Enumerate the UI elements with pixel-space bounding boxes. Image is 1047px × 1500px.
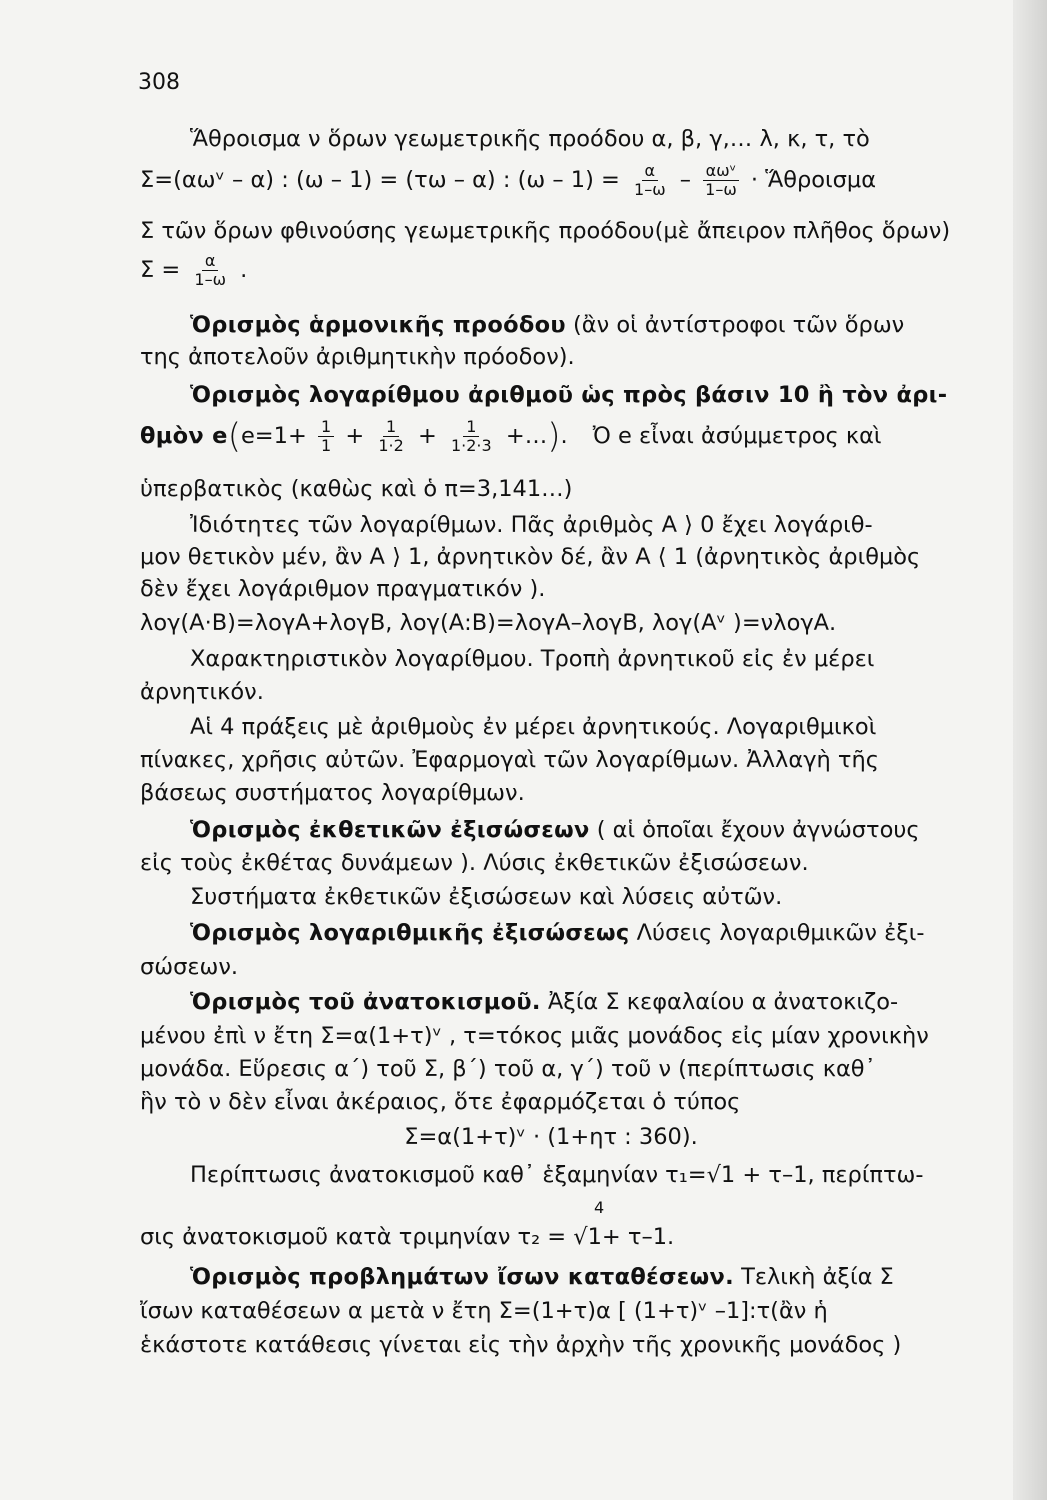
log-properties-line-2: μον θετικὸν μέν, ἂν Α ⟩ 1, ἀρνητικὸν δέ, ἂν Α ⟨ 1 (ἀρνητικὸς ἀριθμὸς <box>140 544 921 570</box>
log-properties-line-1: Ἰδιότητες τῶν λογαρίθμων. Πᾶς ἀριθμὸς Α ⟩ 0 ἔχει λογάριθ- <box>190 512 873 538</box>
period: . <box>240 257 248 283</box>
series-term-2 <box>375 418 406 455</box>
geometric-sum-line-2 <box>140 162 962 199</box>
exponential-definition-line-2: εἰς τοὺς ἐκθέτας δυνάμεων ). Λύσις ἐκθετικῶν ἐξισώσεων. <box>140 850 809 876</box>
logarithmic-equation-line-1 <box>140 918 962 948</box>
sigma-equals: Σ = <box>140 257 181 283</box>
fraction-denominator: 1·2·3 <box>450 436 492 455</box>
fraction-denominator: 1–ω <box>634 180 666 199</box>
operations-line-2: πίνακες, χρῆσις αὐτῶν. Ἐφαρμογαὶ τῶν λογαρίθμων. Ἀλλαγὴ τῆς <box>140 747 879 773</box>
compound-interest-formula: Σ=α(1+τ)ᵛ · (1+ητ : 360). <box>404 1124 698 1150</box>
characteristic-line-2: ἀρνητικόν. <box>140 679 264 705</box>
fraction-numerator: α <box>202 252 219 271</box>
deposits-definition-line-3: ἑκάστοτε κατάθεσις γίνεται εἰς τὴν ἀρχὴν τῆς χρονικῆς μονάδος ) <box>140 1332 902 1358</box>
exponential-systems-line: Συστήματα ἐκθετικῶν ἐξισώσεων καὶ λύσεις αὐτῶν. <box>190 884 783 910</box>
exponential-text: ( αἱ ὁποῖαι ἔχουν ἀγνώστους <box>596 817 920 843</box>
fraction-numerator: αωᵛ <box>703 162 740 181</box>
geometric-infinite-line: Σ τῶν ὅρων φθινούσης γεωμετρικῆς προόδου(μὲ ἄπειρον πλῆθος ὅρων) <box>140 218 951 244</box>
log-properties-line-3: δὲν ἔχει λογάριθμον πραγματικόν ). <box>140 576 546 602</box>
fourth-root-index: 4 <box>594 1198 605 1217</box>
series-ellipsis: +… <box>505 423 548 449</box>
harmonic-text: (ἂν οἱ ἀντίστροφοι τῶν ὅρων <box>573 312 905 338</box>
fraction-denominator: 1–ω <box>194 270 226 289</box>
deposits-heading: Ὁρισμὸς προβλημάτων ἴσων καταθέσεων. <box>190 1264 734 1290</box>
geometric-sum-line-1: Ἅθροισμα ν ὅρων γεωμετρικῆς προόδου α, β, γ,… λ, κ, τ, τὸ <box>190 126 870 152</box>
e-series-line: θμὸν e(e=1+ $\frac{1}{1}$ + $\frac{1}{1\cdot 2}$ + $\frac{1}{1\cdot 2\cdot 3}$ +…). Ὀ e εἶναι ἀσύμμετρος καὶ <box>140 416 882 457</box>
fraction-denominator: 1–ω <box>705 180 737 199</box>
geometric-infinite-formula <box>140 252 962 289</box>
close-paren: ) <box>547 416 561 457</box>
fraction-numerator: 1 <box>383 418 399 437</box>
series-term-1 <box>318 418 334 455</box>
semiannual-line: Περίπτωσις ἀνατοκισμοῦ καθ᾽ ἑξαμηνίαν τ₁=√1 + τ–1, περίπτω- <box>190 1162 924 1188</box>
e-series-start: e=1+ <box>240 423 307 449</box>
harmonic-heading: Ὁρισμὸς ἁρμονικῆς προόδου <box>190 312 566 338</box>
minus-sign: – <box>679 167 692 193</box>
page-edge-shadow <box>1013 0 1047 1500</box>
logarithmic-equation-line-2: σώσεων. <box>140 954 239 980</box>
fraction-aw-over-1-minus-w <box>702 162 740 199</box>
e-number-label: θμὸν e <box>140 423 228 449</box>
logarithm-definition-heading <box>140 380 962 410</box>
series-term-3 <box>448 418 495 455</box>
plus-sign: + <box>417 423 437 449</box>
logarithmic-equation-heading: Ὁρισμὸς λογαριθμικῆς ἐξισώσεως <box>190 920 630 946</box>
e-irrational-text: Ὀ e εἶναι ἀσύμμετρος καὶ <box>592 423 882 449</box>
geometric-formula-prefix: Σ=(αωᵛ – α) : (ω – 1) = (τω – α) : (ω – 1) = <box>140 167 620 193</box>
fraction-denominator: 1 <box>321 436 332 455</box>
log-rules-formula: λογ(Α·Β)=λογΑ+λογΒ, λογ(Α:Β)=λογΑ–λογΒ, λογ(Αᵛ )=νλογΑ. <box>140 610 837 636</box>
fraction-numerator: 1 <box>463 418 479 437</box>
quarterly-line: σις ἀνατοκισμοῦ κατὰ τριμηνίαν τ₂ = √1+ τ–1. <box>140 1224 675 1250</box>
page-number: 308 <box>138 70 180 95</box>
fraction-a-over-1-minus-w <box>191 252 229 289</box>
fraction-a-over-1-minus-w <box>631 162 669 199</box>
compound-interest-line-1 <box>140 987 962 1017</box>
compound-interest-line-3: μονάδα. Εὕρεσις α΄) τοῦ Σ, β΄) τοῦ α, γ΄) τοῦ ν (περίπτωσις καθ᾽ <box>140 1056 876 1082</box>
exponential-definition-line-1 <box>140 815 962 845</box>
compound-interest-line-4: ἣν τὸ ν δὲν εἶναι ἀκέραιος, ὅτε ἐφαρμόζεται ὁ τύπος <box>140 1089 741 1115</box>
compound-interest-line-2: μένου ἐπὶ ν ἔτη Σ=α(1+τ)ᵛ , τ=τόκος μιᾶς μονάδος εἰς μίαν χρονικὴν <box>140 1023 929 1049</box>
fraction-denominator: 1·2 <box>378 436 404 455</box>
characteristic-line-1: Χαρακτηριστικὸν λογαρίθμου. Τροπὴ ἀρνητικοῦ εἰς ἐν μέρει <box>190 646 875 672</box>
logarithmic-equation-text: Λύσεις λογαριθμικῶν ἐξι- <box>636 920 925 946</box>
deposits-definition-line-2: ἴσων καταθέσεων α μετὰ ν ἔτη Σ=(1+τ)α [ (1+τ)ᵛ –1]:τ(ἂν ἡ <box>140 1298 828 1324</box>
operations-line-3: βάσεως συστήματος λογαρίθμων. <box>140 780 525 806</box>
compound-interest-heading: Ὁρισμὸς τοῦ ἀνατοκισμοῦ. <box>190 989 541 1015</box>
operations-line-1: Αἱ 4 πράξεις μὲ ἀριθμοὺς ἐν μέρει ἀρνητικούς. Λογαριθμικοὶ <box>190 714 877 740</box>
plus-sign: + <box>345 423 365 449</box>
deposits-text: Τελικὴ ἀξία Σ <box>741 1264 894 1290</box>
deposits-definition-line-1 <box>140 1262 962 1292</box>
logarithm-heading: Ὁρισμὸς λογαρίθμου ἀριθμοῦ ὡς πρὸς βάσιν 10 ἢ τὸν ἀρι- <box>190 382 948 408</box>
fraction-numerator: α <box>642 162 659 181</box>
compound-interest-text: Ἀξία Σ κεφαλαίου α ἀνατοκιζο- <box>547 989 899 1015</box>
open-paren: ( <box>227 416 241 457</box>
harmonic-definition-line-2: της ἀποτελοῦν ἀριθμητικὴν πρόοδον). <box>140 344 575 370</box>
geometric-formula-suffix: · Ἅθροισμα <box>750 167 877 193</box>
exponential-heading: Ὁρισμὸς ἐκθετικῶν ἐξισώσεων <box>190 817 590 843</box>
fraction-numerator: 1 <box>318 418 334 437</box>
harmonic-definition-line-1 <box>140 310 962 340</box>
transcendental-line: ὑπερβατικὸς (καθὼς καὶ ὁ π=3,141…) <box>140 476 573 502</box>
